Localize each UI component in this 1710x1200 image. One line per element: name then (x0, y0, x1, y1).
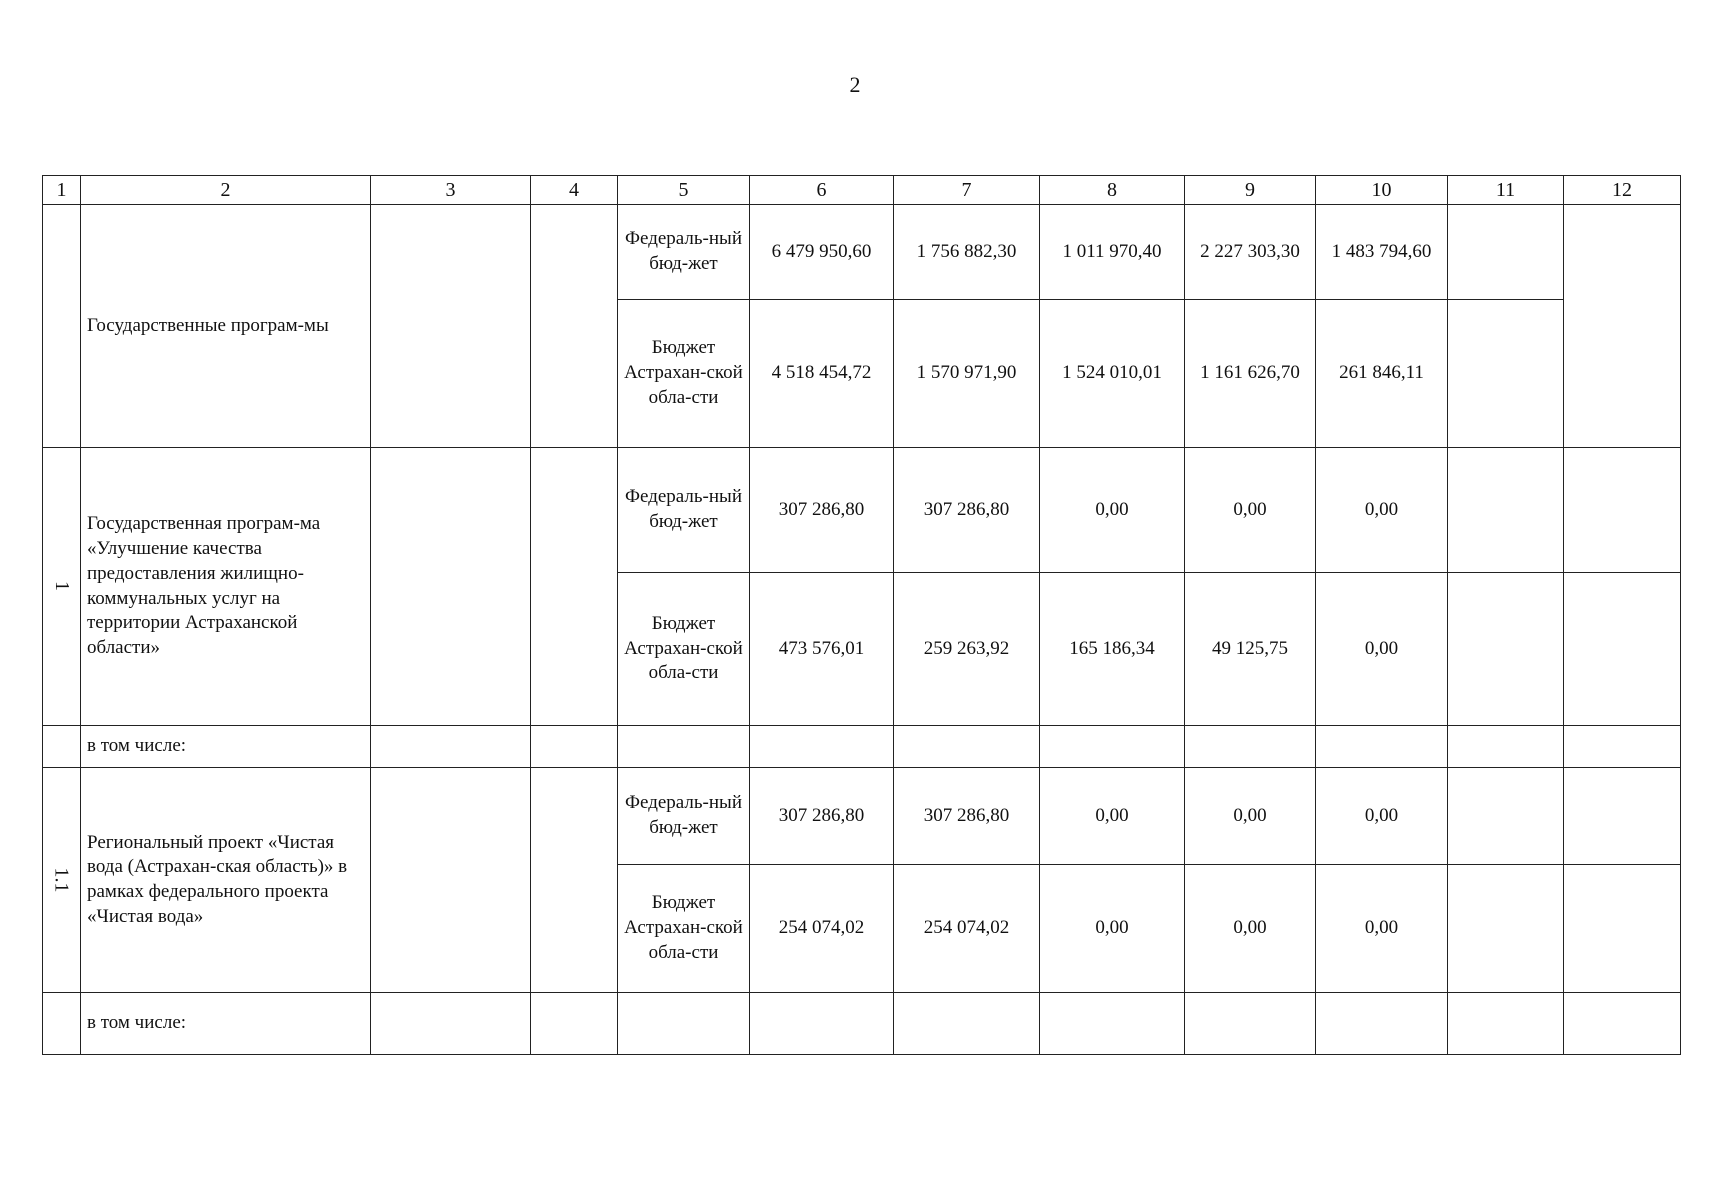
funding-source-federal: Федераль-ный бюд-жет (618, 205, 750, 300)
empty-cell (618, 993, 750, 1055)
empty-cell (1564, 205, 1681, 448)
row-number (43, 205, 81, 448)
value-cell: 473 576,01 (750, 573, 894, 726)
program-name: Государственная програм-ма «Улучшение качества предоставления жилищно-коммунальных услуг на территории Астраханской области» (81, 448, 371, 726)
empty-cell (1316, 726, 1448, 768)
table-row (43, 726, 1681, 768)
value-cell: 307 286,80 (894, 768, 1040, 865)
empty-cell (1448, 865, 1564, 993)
value-cell: 1 570 971,90 (894, 300, 1040, 448)
empty-cell (531, 448, 618, 726)
empty-cell (531, 726, 618, 768)
empty-cell (1185, 726, 1316, 768)
column-header: 3 (371, 176, 531, 205)
table-row (43, 448, 1681, 573)
column-header: 6 (750, 176, 894, 205)
value-cell: 0,00 (1316, 865, 1448, 993)
value-cell: 261 846,11 (1316, 300, 1448, 448)
empty-cell (1448, 448, 1564, 573)
value-cell: 307 286,80 (750, 448, 894, 573)
column-header: 2 (81, 176, 371, 205)
empty-cell (894, 726, 1040, 768)
program-name: Государственные програм-мы (81, 205, 371, 448)
value-cell: 259 263,92 (894, 573, 1040, 726)
value-cell: 6 479 950,60 (750, 205, 894, 300)
budget-table (42, 175, 1681, 1055)
funding-source-federal: Федераль-ный бюд-жет (618, 448, 750, 573)
value-cell: 307 286,80 (750, 768, 894, 865)
table-row (43, 993, 1681, 1055)
value-cell: 0,00 (1316, 448, 1448, 573)
empty-cell (750, 993, 894, 1055)
funding-source-regional: Бюджет Астрахан-ской обла-сти (618, 865, 750, 993)
column-header: 10 (1316, 176, 1448, 205)
empty-cell (1040, 726, 1185, 768)
empty-cell (531, 768, 618, 993)
empty-cell (750, 726, 894, 768)
empty-cell (1564, 448, 1681, 573)
empty-cell (1448, 573, 1564, 726)
empty-cell (1448, 768, 1564, 865)
column-header: 8 (1040, 176, 1185, 205)
value-cell: 1 483 794,60 (1316, 205, 1448, 300)
empty-cell (1564, 865, 1681, 993)
empty-cell (531, 993, 618, 1055)
program-name: Региональный проект «Чистая вода (Астрахан-ская область)» в рамках федерального проекта «Чистая вода» (81, 768, 371, 993)
funding-source-regional: Бюджет Астрахан-ской обла-сти (618, 573, 750, 726)
empty-cell (531, 205, 618, 448)
empty-cell (1040, 993, 1185, 1055)
row-number: 1 (43, 448, 81, 726)
value-cell: 4 518 454,72 (750, 300, 894, 448)
empty-cell (1316, 993, 1448, 1055)
empty-cell (1448, 300, 1564, 448)
empty-cell (1564, 726, 1681, 768)
value-cell: 0,00 (1185, 448, 1316, 573)
value-cell: 0,00 (1040, 865, 1185, 993)
empty-cell (371, 768, 531, 993)
empty-cell (1185, 993, 1316, 1055)
column-header: 11 (1448, 176, 1564, 205)
value-cell: 1 011 970,40 (1040, 205, 1185, 300)
empty-cell (1564, 768, 1681, 865)
value-cell: 1 524 010,01 (1040, 300, 1185, 448)
empty-cell (43, 726, 81, 768)
empty-cell (1564, 573, 1681, 726)
including-label: в том числе: (81, 726, 371, 768)
empty-cell (618, 726, 750, 768)
value-cell: 0,00 (1316, 573, 1448, 726)
page-number: 2 (849, 72, 861, 97)
column-number-row (43, 176, 1681, 205)
table-row (43, 205, 1681, 300)
column-header: 9 (1185, 176, 1316, 205)
including-label: в том числе: (81, 993, 371, 1055)
empty-cell (1448, 993, 1564, 1055)
funding-source-regional: Бюджет Астрахан-ской обла-сти (618, 300, 750, 448)
column-header: 4 (531, 176, 618, 205)
value-cell: 165 186,34 (1040, 573, 1185, 726)
value-cell: 49 125,75 (1185, 573, 1316, 726)
value-cell: 0,00 (1185, 865, 1316, 993)
value-cell: 0,00 (1185, 768, 1316, 865)
empty-cell (371, 993, 531, 1055)
column-header: 1 (43, 176, 81, 205)
value-cell: 254 074,02 (894, 865, 1040, 993)
empty-cell (371, 205, 531, 448)
funding-source-federal: Федераль-ный бюд-жет (618, 768, 750, 865)
empty-cell (43, 993, 81, 1055)
value-cell: 254 074,02 (750, 865, 894, 993)
value-cell: 0,00 (1040, 448, 1185, 573)
empty-cell (1448, 205, 1564, 300)
value-cell: 2 227 303,30 (1185, 205, 1316, 300)
column-header: 5 (618, 176, 750, 205)
empty-cell (371, 448, 531, 726)
column-header: 7 (894, 176, 1040, 205)
empty-cell (371, 726, 531, 768)
row-number: 1.1 (43, 768, 81, 993)
value-cell: 0,00 (1040, 768, 1185, 865)
value-cell: 0,00 (1316, 768, 1448, 865)
value-cell: 1 756 882,30 (894, 205, 1040, 300)
empty-cell (1564, 993, 1681, 1055)
table-row (43, 768, 1681, 865)
value-cell: 307 286,80 (894, 448, 1040, 573)
empty-cell (1448, 726, 1564, 768)
column-header: 12 (1564, 176, 1681, 205)
empty-cell (894, 993, 1040, 1055)
value-cell: 1 161 626,70 (1185, 300, 1316, 448)
